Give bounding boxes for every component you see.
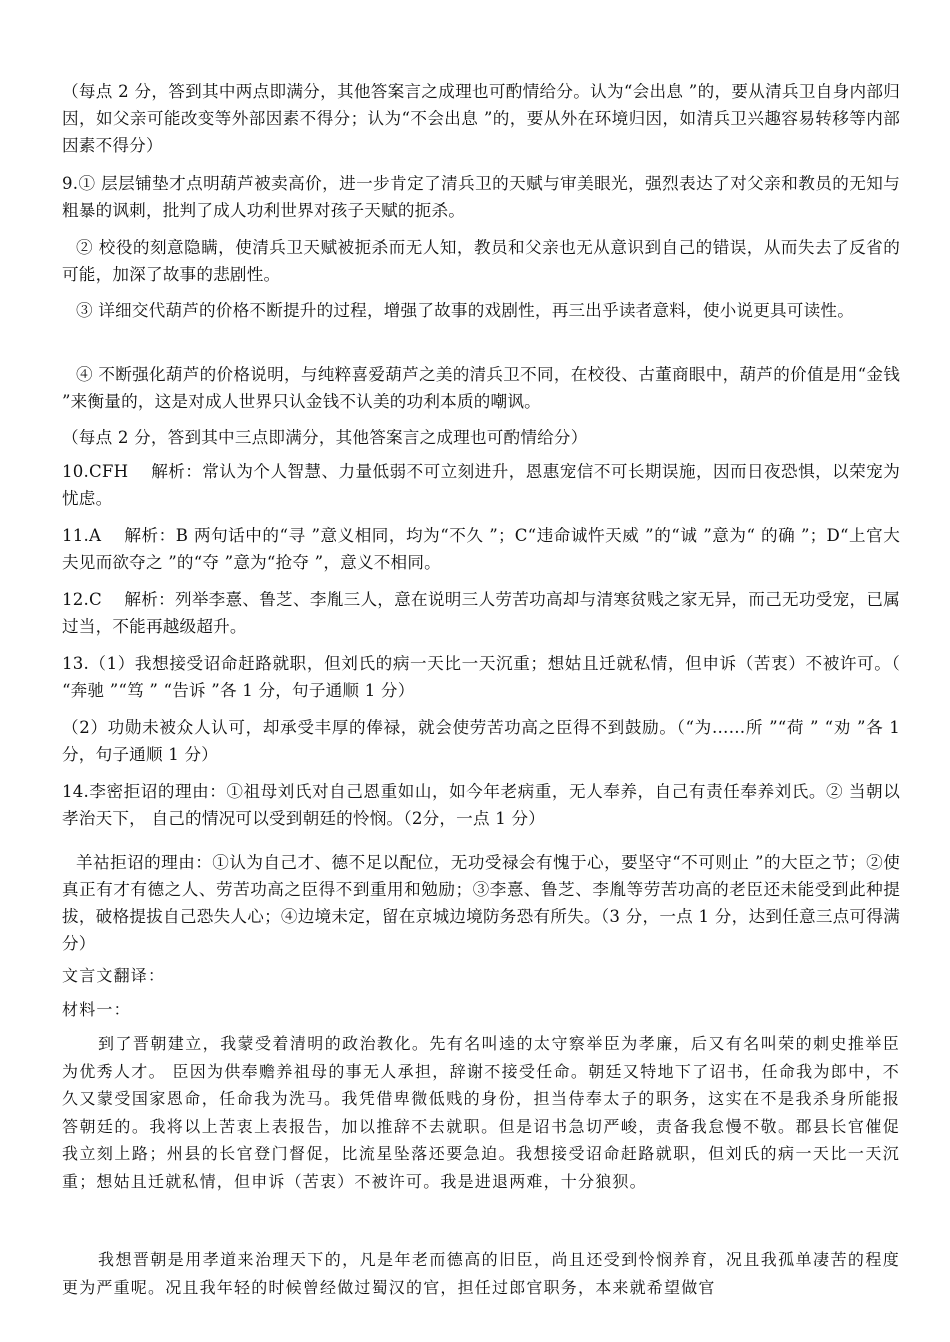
answer-9-point-4: ④ 不断强化葫芦的价格说明，与纯粹喜爱葫芦之美的清兵卫不同，在校役、古董商眼中，葫芦的价值是用“金钱 ”来衡量的，这是对成人世界只认金钱不认美的功利本质的嘲讽。 bbox=[62, 365, 900, 411]
translation-paragraph-1: 到了晋朝建立，我蒙受着清明的政治教化。先有名叫逵的太守察举臣为孝廉，后又有名叫荣的刺史推举臣为优秀人才。 臣因为供奉赡养祖母的事无人承担，辞谢不接受任命。朝廷又特地下了诏书，任命我为郎中，不久又蒙受国家恩命，任命我为洗马。我凭借卑微低贱的身份，担当侍奉太子的职务，这实在不是我杀身所能报答朝廷的。我将以上苦衷上表报告，加以推辞不去就职。但是诏书急切严峻，责备我怠慢不敬。郡县长官催促我立刻上路；州县的长官登门督促，比流星坠落还要急迫。我想接受诏命赶路就职，但刘氏的病一天比一天沉重；想姑且迁就私情，但申诉（苦衷）不被许可。我是进退两难，十分狼狈。 bbox=[62, 1034, 900, 1191]
answer-9-point-1: 9.① 层层铺垫才点明葫芦被卖高价，进一步肯定了清兵卫的天赋与审美眼光，强烈表达了对父亲和教员的无知与粗暴的讽刺，批判了成人功利世界对孩子天赋的扼杀。 bbox=[62, 174, 900, 220]
answer-11: 11.A 解析：B 两句话中的“寻 ”意义相同，均为“不久 ”；C“违命诚忤天威 ”的“诚 ”意为“ 的确 ”；D“上官大夫见而欲夺之 ”的“夺 ”意为“抢夺 ”，意义不相同。 bbox=[62, 526, 900, 572]
answer-12: 12.C 解析：列举李憙、鲁芝、李胤三人，意在说明三人劳苦功高却与清寒贫贱之家无异，而己无功受宠，已属过当，不能再越级超升。 bbox=[62, 590, 900, 636]
answer-13-part-2: （2）功勋未被众人认可，却承受丰厚的俸禄，就会使劳苦功高之臣得不到鼓励。（“为……所 ”“荷 ” “劝 ”各 1 分，句子通顺 1 分） bbox=[62, 718, 900, 764]
answer-13-part-1: 13.（1）我想接受诏命赶路就职，但刘氏的病一天比一天沉重；想姑且迁就私情，但申诉（苦衷）不被许可。（ “奔驰 ”“笃 ” “告诉 ”各 1 分，句子通顺 1 分） bbox=[62, 654, 900, 700]
translation-heading: 文言文翻译： bbox=[62, 966, 166, 985]
answer-9-point-3: ③ 详细交代葫芦的价格不断提升的过程，增强了故事的戏剧性，再三出乎读者意料，使小说更具可读性。 bbox=[76, 301, 854, 320]
answer-14-yang-hu: 羊祜拒诏的理由：①认为自己才、德不足以配位，无功受禄会有愧于心，要坚守“不可则止 ”的大臣之节；②使真正有才有德之人、劳苦功高之臣得不到重用和勉励；③李憙、鲁芝、李胤等劳苦功高的老臣还未能受到此种提拔，破格提拔自己恐失人心；④边境未定，留在京城边境防务恐有所失。（3 分，一点 1 分，达到任意三点可得满分） bbox=[62, 853, 900, 953]
translation-paragraph-2: 我想晋朝是用孝道来治理天下的，凡是年老而德高的旧臣，尚且还受到怜悯养育，况且我孤单凄苦的程度更为严重呢。况且我年轻的时候曾经做过蜀汉的官，担任过郎官职务，本来就希望做官 bbox=[62, 1250, 900, 1297]
answer-9-scoring-note: （每点 2 分，答到其中三点即满分，其他答案言之成理也可酌情给分） bbox=[62, 428, 588, 447]
answer-9-point-2: ② 校役的刻意隐瞒，使清兵卫天赋被扼杀而无人知，教员和父亲也无从意识到自己的错误，从而失去了反省的可能，加深了故事的悲剧性。 bbox=[62, 238, 900, 284]
answer-8-scoring-note: （每点 2 分，答到其中两点即满分，其他答案言之成理也可酌情给分。认为“会出息 ”的，要从清兵卫自身内部归因，如父亲可能改变等外部因素不得分；认为“不会出息 ”的，要从外在环境归因，如清兵卫兴趣容易转移等内部因素不得分） bbox=[62, 82, 900, 155]
answer-10: 10.CFH 解析：常认为个人智慧、力量低弱不可立刻进升，恩惠宠信不可长期误施，因而日夜恐惧，以荣宠为忧虑。 bbox=[62, 462, 900, 508]
material-one-heading: 材料一： bbox=[62, 1000, 131, 1019]
answer-14-li-mi: 14.李密拒诏的理由：①祖母刘氏对自己恩重如山，如今年老病重，无人奉养，自己有责任奉养刘氏。② 当朝以孝治天下， 自己的情况可以受到朝廷的怜悯。（2分，一点 1 分） bbox=[62, 782, 900, 828]
